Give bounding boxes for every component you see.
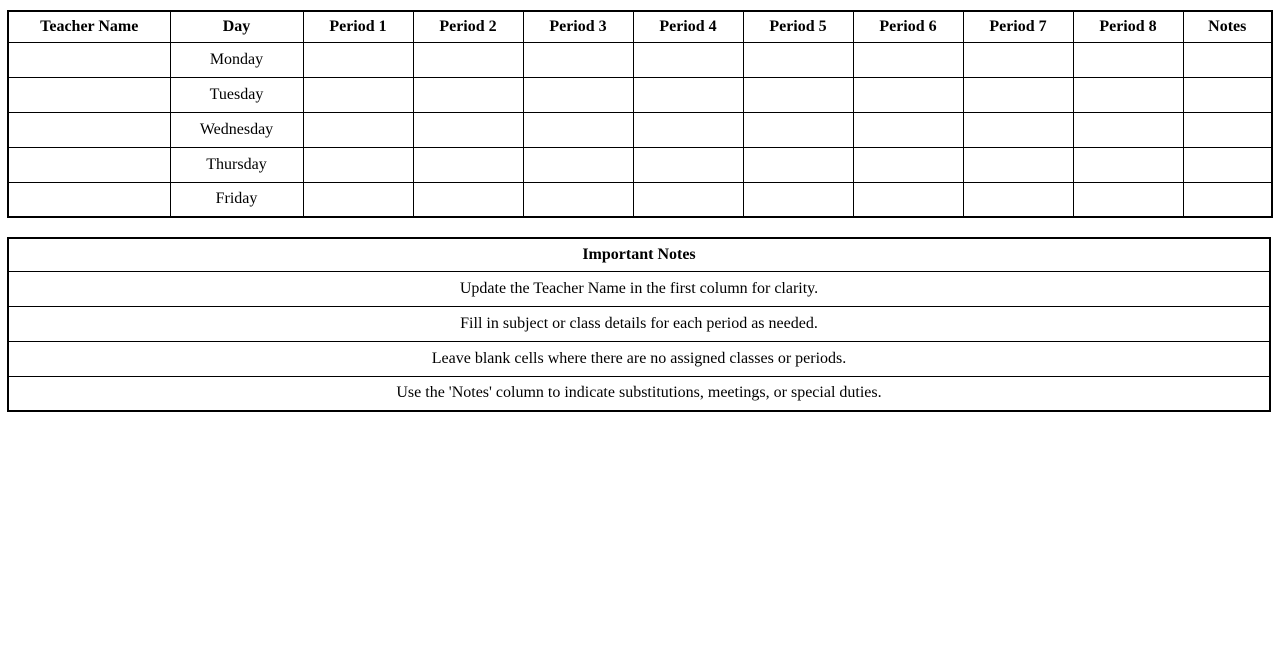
period-cell <box>963 147 1073 182</box>
note-row <box>8 306 1270 341</box>
schedule-row-wednesday <box>8 112 1272 147</box>
period-cell <box>413 112 523 147</box>
column-header-period-1: Period 1 <box>303 11 413 42</box>
schedule-row-tuesday <box>8 77 1272 112</box>
period-cell <box>743 182 853 217</box>
period-cell <box>963 112 1073 147</box>
period-cell <box>633 147 743 182</box>
period-cell <box>633 182 743 217</box>
important-notes-title: Important Notes <box>8 238 1270 271</box>
day-cell: Monday <box>170 42 303 77</box>
period-cell <box>1073 147 1183 182</box>
column-header-period-2: Period 2 <box>413 11 523 42</box>
note-item: Fill in subject or class details for each period as needed. <box>8 306 1270 341</box>
period-cell <box>1073 77 1183 112</box>
period-cell <box>633 77 743 112</box>
teacher-name-cell <box>8 147 170 182</box>
period-cell <box>853 112 963 147</box>
day-cell: Thursday <box>170 147 303 182</box>
note-item: Use the 'Notes' column to indicate substitutions, meetings, or special duties. <box>8 376 1270 411</box>
period-cell <box>963 182 1073 217</box>
day-cell: Tuesday <box>170 77 303 112</box>
schedule-row-thursday <box>8 147 1272 182</box>
period-cell <box>743 42 853 77</box>
period-cell <box>1073 42 1183 77</box>
period-cell <box>1073 182 1183 217</box>
period-cell <box>523 182 633 217</box>
period-cell <box>633 112 743 147</box>
column-header-period-6: Period 6 <box>853 11 963 42</box>
day-cell: Friday <box>170 182 303 217</box>
period-cell <box>963 77 1073 112</box>
teacher-name-cell <box>8 112 170 147</box>
period-cell <box>413 42 523 77</box>
period-cell <box>633 42 743 77</box>
period-cell <box>743 147 853 182</box>
period-cell <box>523 42 633 77</box>
period-cell <box>743 77 853 112</box>
schedule-row-friday <box>8 182 1272 217</box>
schedule-header-row <box>8 11 1272 42</box>
note-item: Update the Teacher Name in the first column for clarity. <box>8 271 1270 306</box>
period-cell <box>743 112 853 147</box>
column-header-period-4: Period 4 <box>633 11 743 42</box>
period-cell <box>523 77 633 112</box>
teacher-name-cell <box>8 77 170 112</box>
column-header-period-5: Period 5 <box>743 11 853 42</box>
column-header-day: Day <box>170 11 303 42</box>
period-cell <box>853 77 963 112</box>
note-row <box>8 341 1270 376</box>
period-cell <box>303 112 413 147</box>
notes-cell <box>1183 182 1272 217</box>
period-cell <box>853 147 963 182</box>
period-cell <box>303 147 413 182</box>
schedule-table <box>7 10 1273 218</box>
period-cell <box>413 182 523 217</box>
note-row <box>8 271 1270 306</box>
important-notes-table <box>7 237 1271 412</box>
period-cell <box>303 42 413 77</box>
period-cell <box>1073 112 1183 147</box>
notes-cell <box>1183 147 1272 182</box>
schedule-row-monday <box>8 42 1272 77</box>
period-cell <box>413 147 523 182</box>
notes-cell <box>1183 112 1272 147</box>
note-row <box>8 376 1270 411</box>
period-cell <box>303 77 413 112</box>
column-header-notes: Notes <box>1183 11 1272 42</box>
period-cell <box>303 182 413 217</box>
column-header-period-3: Period 3 <box>523 11 633 42</box>
period-cell <box>853 182 963 217</box>
period-cell <box>853 42 963 77</box>
period-cell <box>523 112 633 147</box>
important-notes-header-row <box>8 238 1270 271</box>
period-cell <box>963 42 1073 77</box>
column-header-period-7: Period 7 <box>963 11 1073 42</box>
day-cell: Wednesday <box>170 112 303 147</box>
column-header-teacher-name: Teacher Name <box>8 11 170 42</box>
period-cell <box>413 77 523 112</box>
note-item: Leave blank cells where there are no assigned classes or periods. <box>8 341 1270 376</box>
column-header-period-8: Period 8 <box>1073 11 1183 42</box>
notes-cell <box>1183 77 1272 112</box>
teacher-name-cell <box>8 182 170 217</box>
teacher-name-cell <box>8 42 170 77</box>
notes-cell <box>1183 42 1272 77</box>
period-cell <box>523 147 633 182</box>
